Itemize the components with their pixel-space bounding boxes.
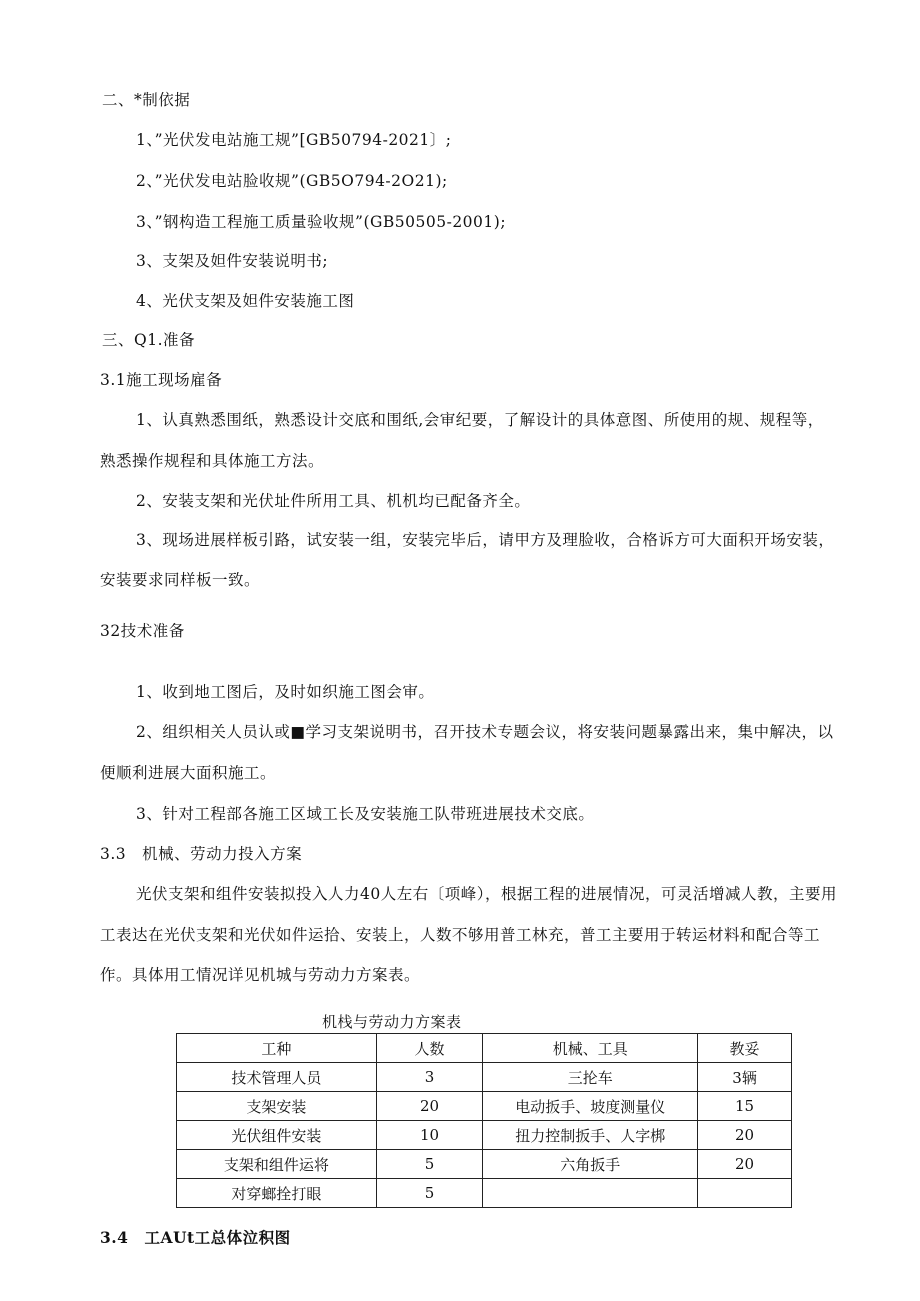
s33-p1-line3: 作。具体用工情况详见机城与劳动力方案表。: [100, 966, 421, 984]
table-cell: 5: [376, 1150, 483, 1179]
table-row: [177, 1063, 792, 1092]
table-cell: 光伏组件安装: [177, 1121, 377, 1150]
header-cell: 教妥: [698, 1034, 792, 1063]
table-row: [177, 1179, 792, 1208]
table-cell: 支架和组件运将: [177, 1150, 377, 1179]
section2-item-2: 2、”光伏发电站脸收规”(GB5O794-2O21);: [136, 172, 448, 190]
table-header-row: [177, 1034, 792, 1063]
labor-table: [176, 1033, 792, 1208]
table-cell: 技术管理人员: [177, 1063, 377, 1092]
table-cell: 对穿螂拴打眼: [177, 1179, 377, 1208]
table-cell: 10: [376, 1121, 483, 1150]
s32-title: 32技术准备: [100, 622, 185, 640]
header-cell: 工种: [177, 1034, 377, 1063]
header-cell: 人数: [376, 1034, 483, 1063]
table-cell: 5: [376, 1179, 483, 1208]
s33-p1-line1: 光伏支架和组件安装拟投入人力40人左右〔项峰），根据工程的进展情况，可灵活增减人教，主要用: [136, 885, 837, 903]
table-cell: 3辆: [698, 1063, 792, 1092]
s33-p1-line2: 工表达在光伏支架和光伏如件运拾、安装上，人数不够用普工林充，普工主要用于转运材料和配合等工: [100, 926, 821, 944]
table-cell: 电动扳手、坡度测量仪: [483, 1092, 698, 1121]
s31-p3-line1: 3、现场进展样板引路，试安装一组，安装完毕后，请甲方及理脸收，合格诉方可大面积开场安装，: [136, 531, 835, 549]
s34-title: 3.4 工AUt工总体泣积图: [100, 1228, 291, 1247]
table-cell: 15: [698, 1092, 792, 1121]
header-cell: 机械、工具: [483, 1034, 698, 1063]
s31-p1-line2: 熟悉操作规程和具体施工方法。: [100, 452, 325, 470]
s31-p1-line1: 1、认真熟悉围纸，熟悉设计交底和围纸,会审纪要，了解设计的具体意图、所使用的规、规程等，: [136, 411, 824, 429]
table-caption: 机栈与劳动力方案表: [322, 1013, 462, 1031]
table-cell: 20: [698, 1150, 792, 1179]
section2-title: 二、*制依据: [102, 91, 191, 109]
section2-item-1: 1、”光伏发电站施工规”[GB50794-2021〕;: [136, 131, 452, 149]
table-row: [177, 1092, 792, 1121]
table-cell: [698, 1179, 792, 1208]
s31-p3-line2: 安装要求同样板一致。: [100, 571, 261, 589]
table-cell: 支架安装: [177, 1092, 377, 1121]
section3-title: 三、Q1.准备: [102, 331, 195, 349]
s32-p1: 1、收到地工图后，及时如织施工图会审。: [136, 683, 435, 701]
s32-p3: 3、针对工程部各施工区域工长及安装施工队带班进展技术交底。: [136, 805, 595, 823]
table-cell: [483, 1179, 698, 1208]
table-row: [177, 1121, 792, 1150]
section2-item-4: 3、支架及妲件安装说明书;: [136, 252, 329, 270]
table-row: [177, 1150, 792, 1179]
table-cell: 六角扳手: [483, 1150, 698, 1179]
section2-item-3: 3、”钢构造工程施工质量验收规”(GB50505-2001);: [136, 213, 507, 231]
s32-p2-line1: 2、组织相关人员认或■学习支架说明书，召开技术专题会议，将安装问题暴露出来，集中解决，以: [136, 723, 834, 741]
table-cell: 扭力控制扳手、人字梆: [483, 1121, 698, 1150]
section2-item-5: 4、光伏支架及妲件安装施工图: [136, 292, 355, 310]
s32-p2-line2: 便顺利进展大面积施工。: [100, 764, 277, 782]
s31-title: 3.1施工现场雇备: [100, 371, 223, 389]
table-cell: 三抡车: [483, 1063, 698, 1092]
s31-p2: 2、安装支架和光伏址件所用工具、机机均已配备齐全。: [136, 492, 531, 510]
table-cell: 3: [376, 1063, 483, 1092]
table-cell: 20: [376, 1092, 483, 1121]
table-cell: 20: [698, 1121, 792, 1150]
s33-title: 3.3 机械、劳动力投入方案: [100, 845, 303, 863]
